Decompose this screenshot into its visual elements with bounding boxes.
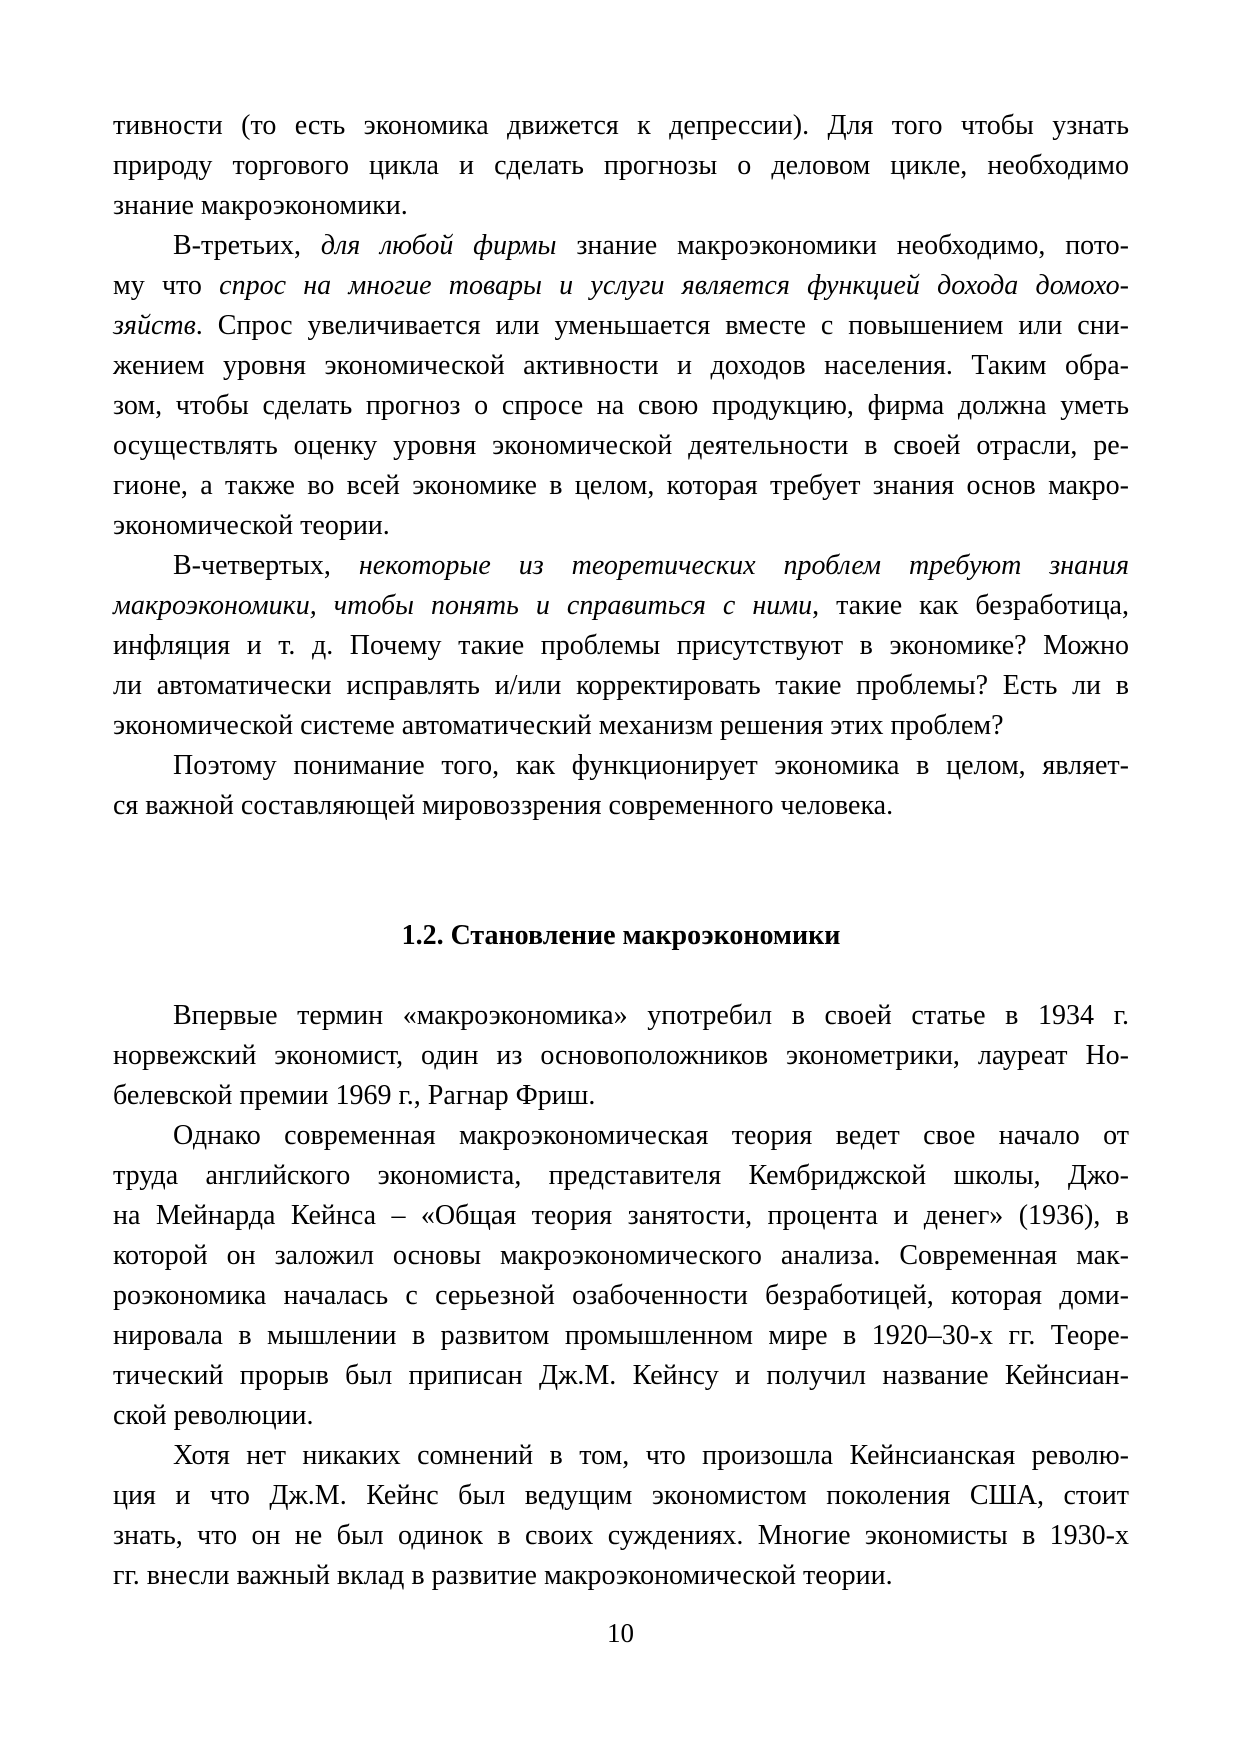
page-number: 10 [607,1618,634,1648]
text-line [113,626,1129,666]
text-run: жением уровня экономической активности и доходов населения. Таким обра- [113,350,1129,381]
page-text [113,106,1129,1596]
text-line [113,1156,1129,1196]
text-run: му что [113,270,220,301]
text-line [113,1036,1129,1076]
text-run: инфляция и т. д. Почему такие проблемы присутствуют в экономике? Можно [113,630,1129,661]
text-line [113,1556,1129,1596]
text-line [113,1356,1129,1396]
text-line [113,1436,1129,1476]
text-line [113,106,1129,146]
text-line [113,426,1129,466]
text-run: Впервые термин «макроэкономика» употребил в своей статье в 1934 г. [173,1000,1129,1031]
paragraph [113,1436,1129,1596]
text-run: на Мейнарда Кейнса – «Общая теория занятости, процента и денег» (1936), в [113,1200,1129,1231]
text-run: природу торгового цикла и сделать прогнозы о деловом цикле, необходимо [113,150,1129,181]
text-line [113,586,1129,626]
text-run: ся важной составляющей мировоззрения современного человека. [113,790,894,821]
text-line [113,266,1129,306]
text-line [113,1476,1129,1516]
text-run: ли автоматически исправлять и/или корректировать такие проблемы? Есть ли в [113,670,1129,701]
paragraph [113,226,1129,546]
paragraph [113,1116,1129,1436]
text-run: белевской премии 1969 г., Рагнар Фриш. [113,1080,596,1111]
text-line [113,1116,1129,1156]
text-line [113,1316,1129,1356]
text-line [113,346,1129,386]
text-run: тический прорыв был приписан Дж.М. Кейнсу и получил название Кейнсиан- [113,1360,1129,1391]
italic-text-run: некоторые из теоретических проблем требуют знания [358,550,1129,581]
text-line [113,386,1129,426]
italic-text-run: для любой фирмы [320,230,557,261]
text-run: знать, что он не был одинок в своих суждениях. Многие экономисты в 1930-х [113,1520,1129,1551]
text-run: гг. внесли важный вклад в развитие макроэкономической теории. [113,1560,893,1591]
text-line [113,706,1129,746]
text-run: осуществлять оценку уровня экономической деятельности в своей отрасли, ре- [113,430,1129,461]
text-line [113,1396,1129,1436]
paragraph [113,106,1129,226]
text-run: Хотя нет никаких сомнений в том, что произошла Кейнсианская револю- [173,1440,1129,1471]
text-run: которой он заложил основы макроэкономического анализа. Современная мак- [113,1240,1129,1271]
paragraph [113,546,1129,746]
text-line [113,1076,1129,1116]
text-run: экономической системе автоматический механизм решения этих проблем? [113,710,1004,741]
text-run: зом, чтобы сделать прогноз о спросе на свою продукцию, фирма должна уметь [113,390,1129,421]
text-run: ской революции. [113,1400,314,1431]
text-run: знание макроэкономики. [113,190,408,221]
text-run: норвежский экономист, один из основоположников эконометрики, лауреат Но- [113,1040,1129,1071]
text-line [113,546,1129,586]
text-line [113,506,1129,546]
text-run: труда английского экономиста, представителя Кембриджской школы, Джо- [113,1160,1129,1191]
text-run: В-четвертых, [173,550,359,581]
text-run: В-третьих, [173,230,321,261]
text-line [113,1236,1129,1276]
italic-text-run: спрос на многие товары и услуги является функцией дохода домохо- [219,270,1129,301]
text-line [113,1196,1129,1236]
text-run: тивности (то есть экономика движется к депрессии). Для того чтобы узнать [113,110,1129,141]
text-run: ция и что Дж.М. Кейнс был ведущим экономистом поколения США, стоит [113,1480,1129,1511]
italic-text-run: зяйств [113,310,196,341]
text-line [113,746,1129,786]
text-run: экономической теории. [113,510,390,541]
text-line [113,1276,1129,1316]
text-line [113,146,1129,186]
text-line [113,226,1129,266]
section-heading: 1.2. Становление макроэкономики [401,920,841,951]
paragraph [113,746,1129,826]
text-run: . Спрос увеличивается или уменьшается вместе с повышением или сни- [195,310,1129,341]
text-run: , такие как безработица, [812,590,1129,621]
text-line [113,186,1129,226]
text-line [113,1516,1129,1556]
text-line [113,996,1129,1036]
text-line [113,666,1129,706]
text-run: Поэтому понимание того, как функционирует экономика в целом, являет- [173,750,1129,781]
text-run: роэкономика началась с серьезной озабоченности безработицей, которая доми- [113,1280,1129,1311]
paragraph [113,996,1129,1116]
text-line [113,786,1129,826]
text-run: Однако современная макроэкономическая теория ведет свое начало от [173,1120,1129,1151]
text-run: нировала в мышлении в развитом промышленном мире в 1920–30-х гг. Теоре- [113,1320,1129,1351]
text-line [113,306,1129,346]
text-run: гионе, а также во всей экономике в целом, которая требует знания основ макро- [113,470,1129,501]
text-run: знание макроэкономики необходимо, пото- [556,230,1130,261]
text-line [113,466,1129,506]
italic-text-run: макроэкономики, чтобы понять и справиться с ними [113,590,813,621]
